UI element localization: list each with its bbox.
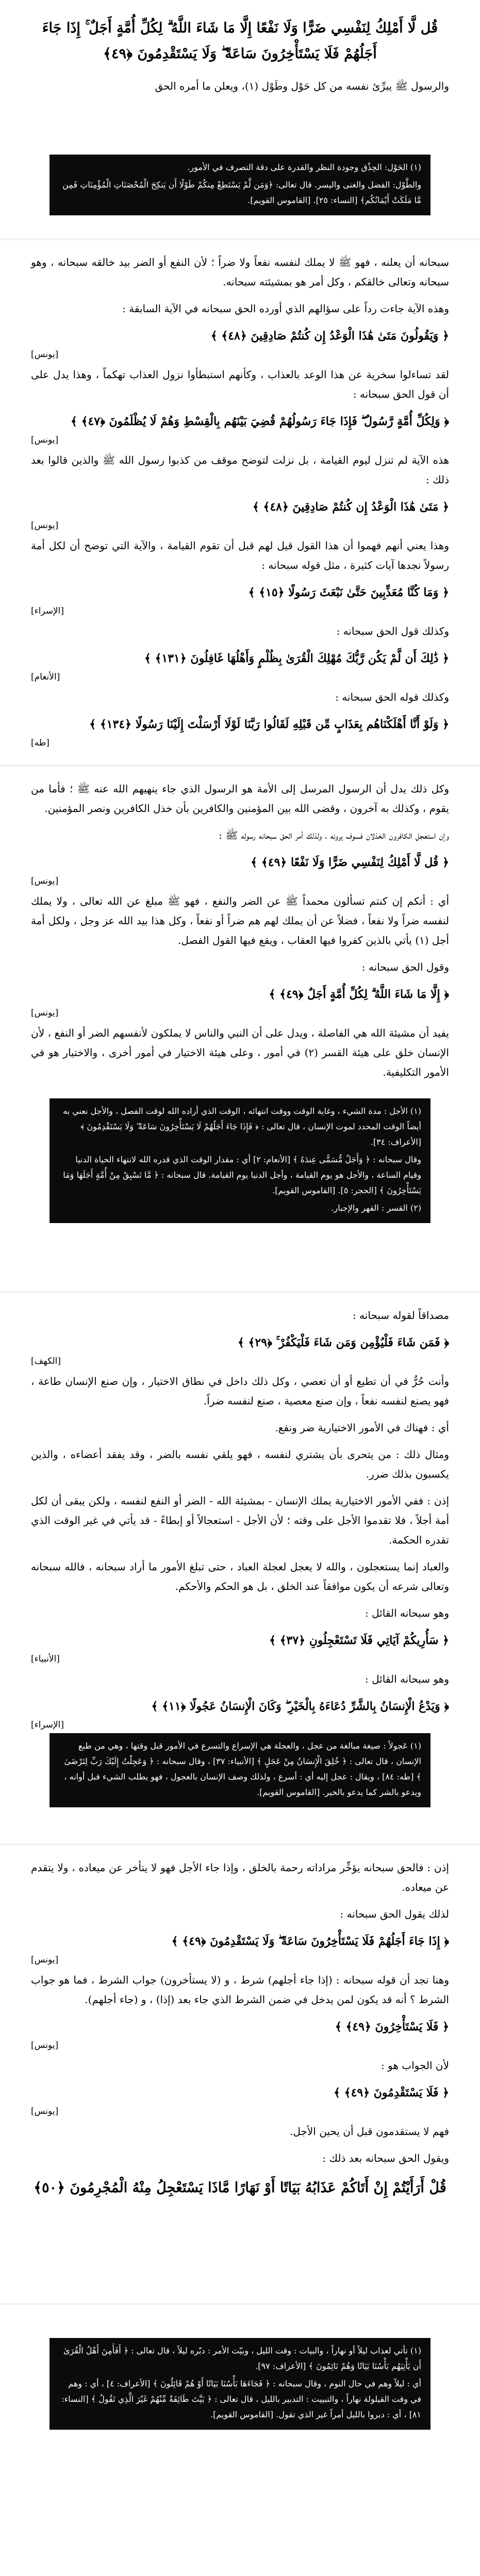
surah-ref: [يونس] xyxy=(31,1008,59,1018)
footnote: أي : ليلاً وهم في حال النوم ، وقال سبحانه : ﴿ فَجَاءَهَا بَأْسُنَا بَيَاتًا أَوْ هُمْ قَائِلُونَ ﴾ [الأعراف: ٤] ، أي : وهم في وقت القيلولة نهاراً ، والتبييت : التدبير بالليل ، قال تعالى : ﴿ بَيَّتَ طَائِفَةٌ مِّنْهُمْ غَيْرَ الَّذِي تَقُولُ ﴾ [النساء: ٨١] ، أي : دبروا بالليل أمراً غير الذي تقول. [القاموس القويم]. xyxy=(61,2379,421,2419)
paragraph: وقول الحق سبحانه : xyxy=(361,961,449,973)
paragraph: أي : أنكم إن كنتم تسألون محمداً ﷺ عن الضر والنفع ، فهو ﷺ مبلغ عن الله تعالى ، ولا يملك لنفسه ضراً ولا نفعاً ، فضلاً عن أن يملك لهم هم ضراً أو نفعاً ، وكل هذا بيد الله عز وجل ، ولكل أمة أجل (١) يأتي بالذين كفروا فيها العقاب ، ويقع فيها القول الفصل. xyxy=(31,895,449,946)
page-5-content xyxy=(31,1858,449,2201)
surah-ref: [يونس] xyxy=(31,520,59,531)
paragraph: مصداقاً لقوله سبحانه : xyxy=(352,1309,449,1321)
page-divider xyxy=(0,1843,480,1845)
surah-ref: [الأنعام] xyxy=(31,672,60,682)
page-3-content xyxy=(31,779,449,1089)
page-1-content xyxy=(31,15,449,103)
page-4-footnotes xyxy=(49,1733,431,1807)
page-2-content xyxy=(31,252,449,753)
footnote: وقال سبحانه : ﴿ وَأَجَلٌ مُّسَمًّى عِندَهُ ﴾ [الأنعام: ٢] أي : مقدار الوقت الذي قدره الله لانتهاء الحياة الدنيا وقيام الساعة ، والأجل هو يوم القيامة ، وأجل الدنيا يوم القيامة. قال سبحانه : ﴿ مَّا تَسْبِقُ مِنْ أُمَّةٍ أَجَلَهَا وَمَا يَسْتَأْخِرُونَ ﴾ [الحجر: ٥]. [القاموس القويم]. xyxy=(63,1155,421,1195)
paragraph: لذلك يقول الحق سبحانه : xyxy=(340,1908,449,1920)
paragraph: وكذلك قول الحق سبحانه : xyxy=(336,625,449,637)
page-4 xyxy=(0,1295,480,1841)
surah-ref: [الكهف] xyxy=(31,1356,61,1366)
paragraph: وكل ذلك يدل أن الرسول المرسل إلى الأمة هو الرسول الذي جاء ينهيهم الله عنه ﷺ ؛ فأما من يقوم ، وكذلك به آخرون ، وقضى الله بين المؤمنين والكافرين بأن خذل الكافرين ونصر المؤمنين. xyxy=(31,783,449,815)
surah-ref: [الإسراء] xyxy=(31,1720,64,1730)
quran-quote: ﴿ وَيَقُولُونَ مَتَىٰ هَٰذَا الْوَعْدُ إِن كُنتُمْ صَادِقِينَ ﴿٤٨﴾ ﴾ xyxy=(210,329,449,343)
quran-quote: ﴿ وَيَدْعُ الْإِنسَانُ بِالشَّرِّ دُعَاءَهُ بِالْخَيْرِ ۖ وَكَانَ الْإِنسَانُ عَجُولًا ﴿١١﴾ ﴾ xyxy=(151,1700,449,1713)
quran-quote: ﴿ فَمَن شَاءَ فَلْيُؤْمِن وَمَن شَاءَ فَلْيَكْفُرْ ۚ ﴿٢٩﴾ ﴾ xyxy=(238,1336,449,1349)
quran-quote: ﴿ قُل لَّا أَمْلِكُ لِنَفْسِي ضَرًّا وَلَا نَفْعًا ﴿٤٩﴾ ﴾ xyxy=(251,856,449,869)
paragraph: وهو سبحانه القائل : xyxy=(365,1673,449,1685)
page-1-footnotes xyxy=(49,155,431,215)
paragraph: فهم لا يستقدمون قبل أن يحين الأجل. xyxy=(290,2125,449,2138)
paragraph: لقد تساءلوا سخرية عن هذا الوعد بالعذاب ، وكأنهم استبطأوا نزول العذاب تهكماً ، وهذا يدل على أن قول الحق سبحانه : xyxy=(31,368,449,400)
surah-ref: [يونس] xyxy=(31,2040,59,2050)
page-3 xyxy=(0,769,480,1289)
paragraph: وهو سبحانه القائل : xyxy=(365,1607,449,1619)
paragraph: إذن : ففي الأمور الاختيارية يملك الإنسان - بمشيئة الله - الضر أو النفع لنفسه ، ولكن يبقى أن لكل أمة أجلاً ، فلا تقدموا الأجل على وقته ؛ لأن الأجل - استعجالاً أو إبطاءً - قد يأتي في غير الوقت الذي تقدره الحكمة. xyxy=(31,1495,449,1546)
footnote: (١) تأتي لعذاب ليلاً أو نهاراً ، والبيات : وقت الليل ، وبيّت الأمر : دبّره ليلاً ، قال تعالى : ﴿ أَفَأَمِنَ أَهْلُ الْقُرَىٰ أَن يَأْتِيَهُم بَأْسُنَا بَيَاتًا وَهُمْ نَائِمُونَ ﴾ [الأعراف: ٩٧]. xyxy=(63,2346,421,2371)
surah-ref: [الإسراء] xyxy=(31,606,64,616)
quran-quote: ﴿ وَلِكُلِّ أُمَّةٍ رَّسُولٌ ۖ فَإِذَا جَاءَ رَسُولُهُمْ قُضِيَ بَيْنَهُم بِالْقِسْطِ وَهُمْ لَا يُظْلَمُونَ ﴿٤٧﴾ ﴾ xyxy=(71,415,449,428)
paragraph: وهذه الآية جاءت رداً على سؤالهم الذي أورده الحق سبحانه في الآية السابقة : xyxy=(122,302,449,315)
paragraph: ويقول الحق سبحانه بعد ذلك : xyxy=(322,2152,449,2164)
page-6-footnotes xyxy=(49,2338,431,2430)
page-3-footnotes xyxy=(49,1098,431,1223)
quran-quote: ﴿ فَلَا يَسْتَقْدِمُونَ ﴿٤٩﴾ ﴾ xyxy=(334,2086,449,2099)
quran-quote: ﴿ مَتَىٰ هَٰذَا الْوَعْدُ إِن كُنتُمْ صَادِقِينَ ﴿٤٨﴾ ﴾ xyxy=(252,500,449,514)
surah-ref: [يونس] xyxy=(31,435,59,445)
page-1 xyxy=(0,0,480,237)
paragraph: وأنت حُرٌّ في أن تطيع أو أن تعصي ، وكل ذلك داخل في نطاق الاختيار ، وإن صنع الإنسان طاعة ، فهو يصنع لنفسه نفعاً ، وإن صنع معصية ، صنع لنفسه ضراً. xyxy=(31,1375,449,1407)
paragraph: إذن : فالحق سبحانه يؤخِّر مراداته رحمة بالخلق ، وإذا جاء الأجل فهو لا يتأخر عن ميعاده ، ولا يتقدم عن ميعاده. xyxy=(31,1861,449,1893)
quran-quote: ﴿ وَلَوْ أَنَّا أَهْلَكْنَاهُم بِعَذَابٍ مِّن قَبْلِهِ لَقَالُوا رَبَّنَا لَوْلَا أَرْسَلْتَ إِلَيْنَا رَسُولًا ﴿١٣٤﴾ ﴾ xyxy=(89,718,449,731)
quran-quote: ﴿ إِذَا جَاءَ أَجَلُهُمْ فَلَا يَسْتَأْخِرُونَ سَاعَةً ۖ وَلَا يَسْتَقْدِمُونَ ﴿٤٩﴾ ﴾ xyxy=(171,1935,449,1948)
page-divider xyxy=(0,238,480,240)
footnote: (٢) القسر : القهر والإجبار. xyxy=(331,1203,421,1213)
surah-ref: [يونس] xyxy=(31,1955,59,1965)
page-1-intro: والرسول ﷺ يبرِّئ نفسه من كل حَوْل وطَوْل (١)، ويعلن ما أمره الحق xyxy=(155,80,449,92)
quran-quote: ﴿ ذَٰلِكَ أَن لَّمْ يَكُن رَّبُّكَ مُهْلِكَ الْقُرَىٰ بِظُلْمٍ وَأَهْلُهَا غَافِلُونَ ﴿١٣١﴾ ﴾ xyxy=(144,652,449,665)
footnote: (١) عَجولاً : صيغة مبالغة من عجل ، والعجلة هي الإسراع والتسرع في الأمور قبل وقتها ، وهي من طبع الإنسان ، قال تعالى : ﴿ خُلِقَ الْإِنسَانُ مِنْ عَجَلٍ ﴾ [الأنبياء: ٣٧] ، وقال سبحانه : ﴿ وَعَجِلْتُ إِلَيْكَ رَبِّ لِتَرْضَىٰ ﴾ [طه: ٨٤] ، ويقال : عجل إليه أي : أسرع ، ولذلك وصف الإنسان بالعجول ، فهو يطلب الشيء قبل أوانه ، ويدعو بالشر كما يدعو بالخير. [القاموس القويم]. xyxy=(64,1741,421,1797)
footnote: (١) الأجل : مدة الشيء ، وغاية الوقت ووقت انتهائه ، الوقت الذي أراده الله لوقت الفصل ، والأجل نعني به أيضاً الوقت المحدد لموت الإنسان ، قال تعالى : ﴿ فَإِذَا جَاءَ أَجَلُهُمْ لَا يَسْتَأْخِرُونَ سَاعَةً ۖ وَلَا يَسْتَقْدِمُونَ ﴾ [الأعراف: ٣٤]. xyxy=(63,1106,421,1147)
paragraph: والعباد إنما يستعجلون ، والله لا يعجل لعجلة العباد ، حتى تبلغ الأمور ما أراد سبحانه ، فالله سبحانه وتعالى شرعه أن يكون موافقاً عند الخلق ، بل هو الحكم والأحكم. xyxy=(31,1561,449,1592)
paragraph: وإن استعجل الكافرون الخذلان فسوف يرونه ، ولذلك أمر الحق سبحانه رسوله ﷺ : xyxy=(219,829,449,841)
page-1-verse: قُل لَّا أَمْلِكُ لِنَفْسِي ضَرًّا وَلَا نَفْعًا إِلَّا مَا شَاءَ اللَّهُ ۗ لِكُلِّ أُمَّةٍ أَجَلٌ ۚ إِذَا جَاءَ أَجَلُهُمْ فَلَا يَسْتَأْخِرُونَ سَاعَةً ۖ وَلَا يَسْتَقْدِمُونَ ﴿٤٩﴾ xyxy=(42,20,438,62)
page-2 xyxy=(0,242,480,762)
paragraph: أي : فهناك في الأمور الاختيارية ضر ونفع. xyxy=(275,1421,449,1434)
page-4-content xyxy=(31,1306,449,1735)
paragraph: وهنا نجد أن قوله سبحانه : (إذا جاء أجلهم) شرط ، و (لا يستأخرون) جواب الشرط ، فما هو جواب الشرط ؟ أنه قد يكون لمن يدخل في ضمن الشرط الذي جاء بعد (إذا) ، و (جاء أجلهم). xyxy=(31,1974,449,2006)
surah-ref: [طه] xyxy=(31,738,49,748)
page-6 xyxy=(0,2307,480,2576)
page-divider xyxy=(0,2303,480,2305)
paragraph: ومثال ذلك : من يتحرى بأن يشتري لنفسه ، فهو يلقي نفسه بالضر ، وقد يفقد أعضاءه ، والذين يكسبون بذلك ضرر. xyxy=(31,1448,449,1480)
footnote: (١) الحَوْل: الحِذْق وجودة النظر والقدرة على دقة التصرف في الأمور. xyxy=(187,162,421,172)
paragraph: لأن الجواب هو : xyxy=(380,2059,449,2072)
quran-quote: ﴿ إِلَّا مَا شَاءَ اللَّهُ ۗ لِكُلِّ أُمَّةٍ أَجَلٌ ﴿٤٩﴾ ﴾ xyxy=(269,988,449,1001)
page-divider xyxy=(0,1291,480,1293)
paragraph: وهذا يعني أنهم فهموا أن هذا القول قيل لهم قبل أن تقوم القيامة ، والآية التي توضح أن لكل أمة رسولاً نجدها آيات كثيرة ، مثل قوله سبحانه : xyxy=(31,539,449,571)
surah-ref: [الأنبياء] xyxy=(31,1654,60,1664)
surah-ref: [يونس] xyxy=(31,2106,59,2116)
page-5 xyxy=(0,1848,480,2301)
surah-ref: [يونس] xyxy=(31,349,59,360)
paragraph: يفيد أن مشيئة الله هي الفاصلة ، ويدل على أن النبي والناس لا يملكون لأنفسهم الضر أو النفع ، لأن الإنسان خلق على هيئة القسر (٢) في أمور ، وعلى هيئة الاختيار في أمور أخرى ، والاختيار هو في الأمور التكليفية. xyxy=(31,1027,449,1078)
quran-quote: ﴿ وَمَا كُنَّا مُعَذِّبِينَ حَتَّىٰ نَبْعَثَ رَسُولًا ﴿١٥﴾ ﴾ xyxy=(248,586,449,599)
quran-quote: ﴿ فَلَا يَسْتَأْخِرُونَ ﴿٤٩﴾ ﴾ xyxy=(335,2020,449,2033)
page-5-verse: قُلْ أَرَأَيْتُمْ إِنْ أَتَاكُمْ عَذَابُهُ بَيَاتًا أَوْ نَهَارًا مَّاذَا يَسْتَعْجِلُ مِنْهُ الْمُجْرِمُونَ ﴿٥٠﴾ xyxy=(34,2180,446,2196)
page-divider xyxy=(0,765,480,767)
surah-ref: [يونس] xyxy=(31,876,59,886)
paragraph: هذه الآية لم تنزل ليوم القيامة ، بل نزلت لتوضح موقف من كذبوا رسول الله ﷺ والذين قالوا بعد ذلك : xyxy=(31,454,449,486)
quran-quote: ﴿ سَأُرِيكُمْ آيَاتِي فَلَا تَسْتَعْجِلُونِ ﴿٣٧﴾ ﴾ xyxy=(269,1634,449,1647)
footnote: والطَّوْل: الفضل والغنى واليسر. قال تعالى: ﴿وَمَن لَّمْ يَسْتَطِعْ مِنكُمْ طَوْلًا أَن يَنكِحَ الْمُحْصَنَاتِ الْمُؤْمِنَاتِ فَمِن مَّا مَلَكَتْ أَيْمَانُكُم﴾ [النساء: ٢٥]. [القاموس القويم]. xyxy=(62,180,421,205)
paragraph: وكذلك قوله الحق سبحانه : xyxy=(335,691,449,703)
paragraph: سبحانه أن يعلنه ، فهو ﷺ لا يملك لنفسه نفعاً ولا ضراً ؛ لأن النفع أو الضر بيد خالقه سبحانه ، وهو سبحانه وتعالى خالقكم ، وكل أمر هو بمشيئته سبحانه. xyxy=(31,256,449,288)
